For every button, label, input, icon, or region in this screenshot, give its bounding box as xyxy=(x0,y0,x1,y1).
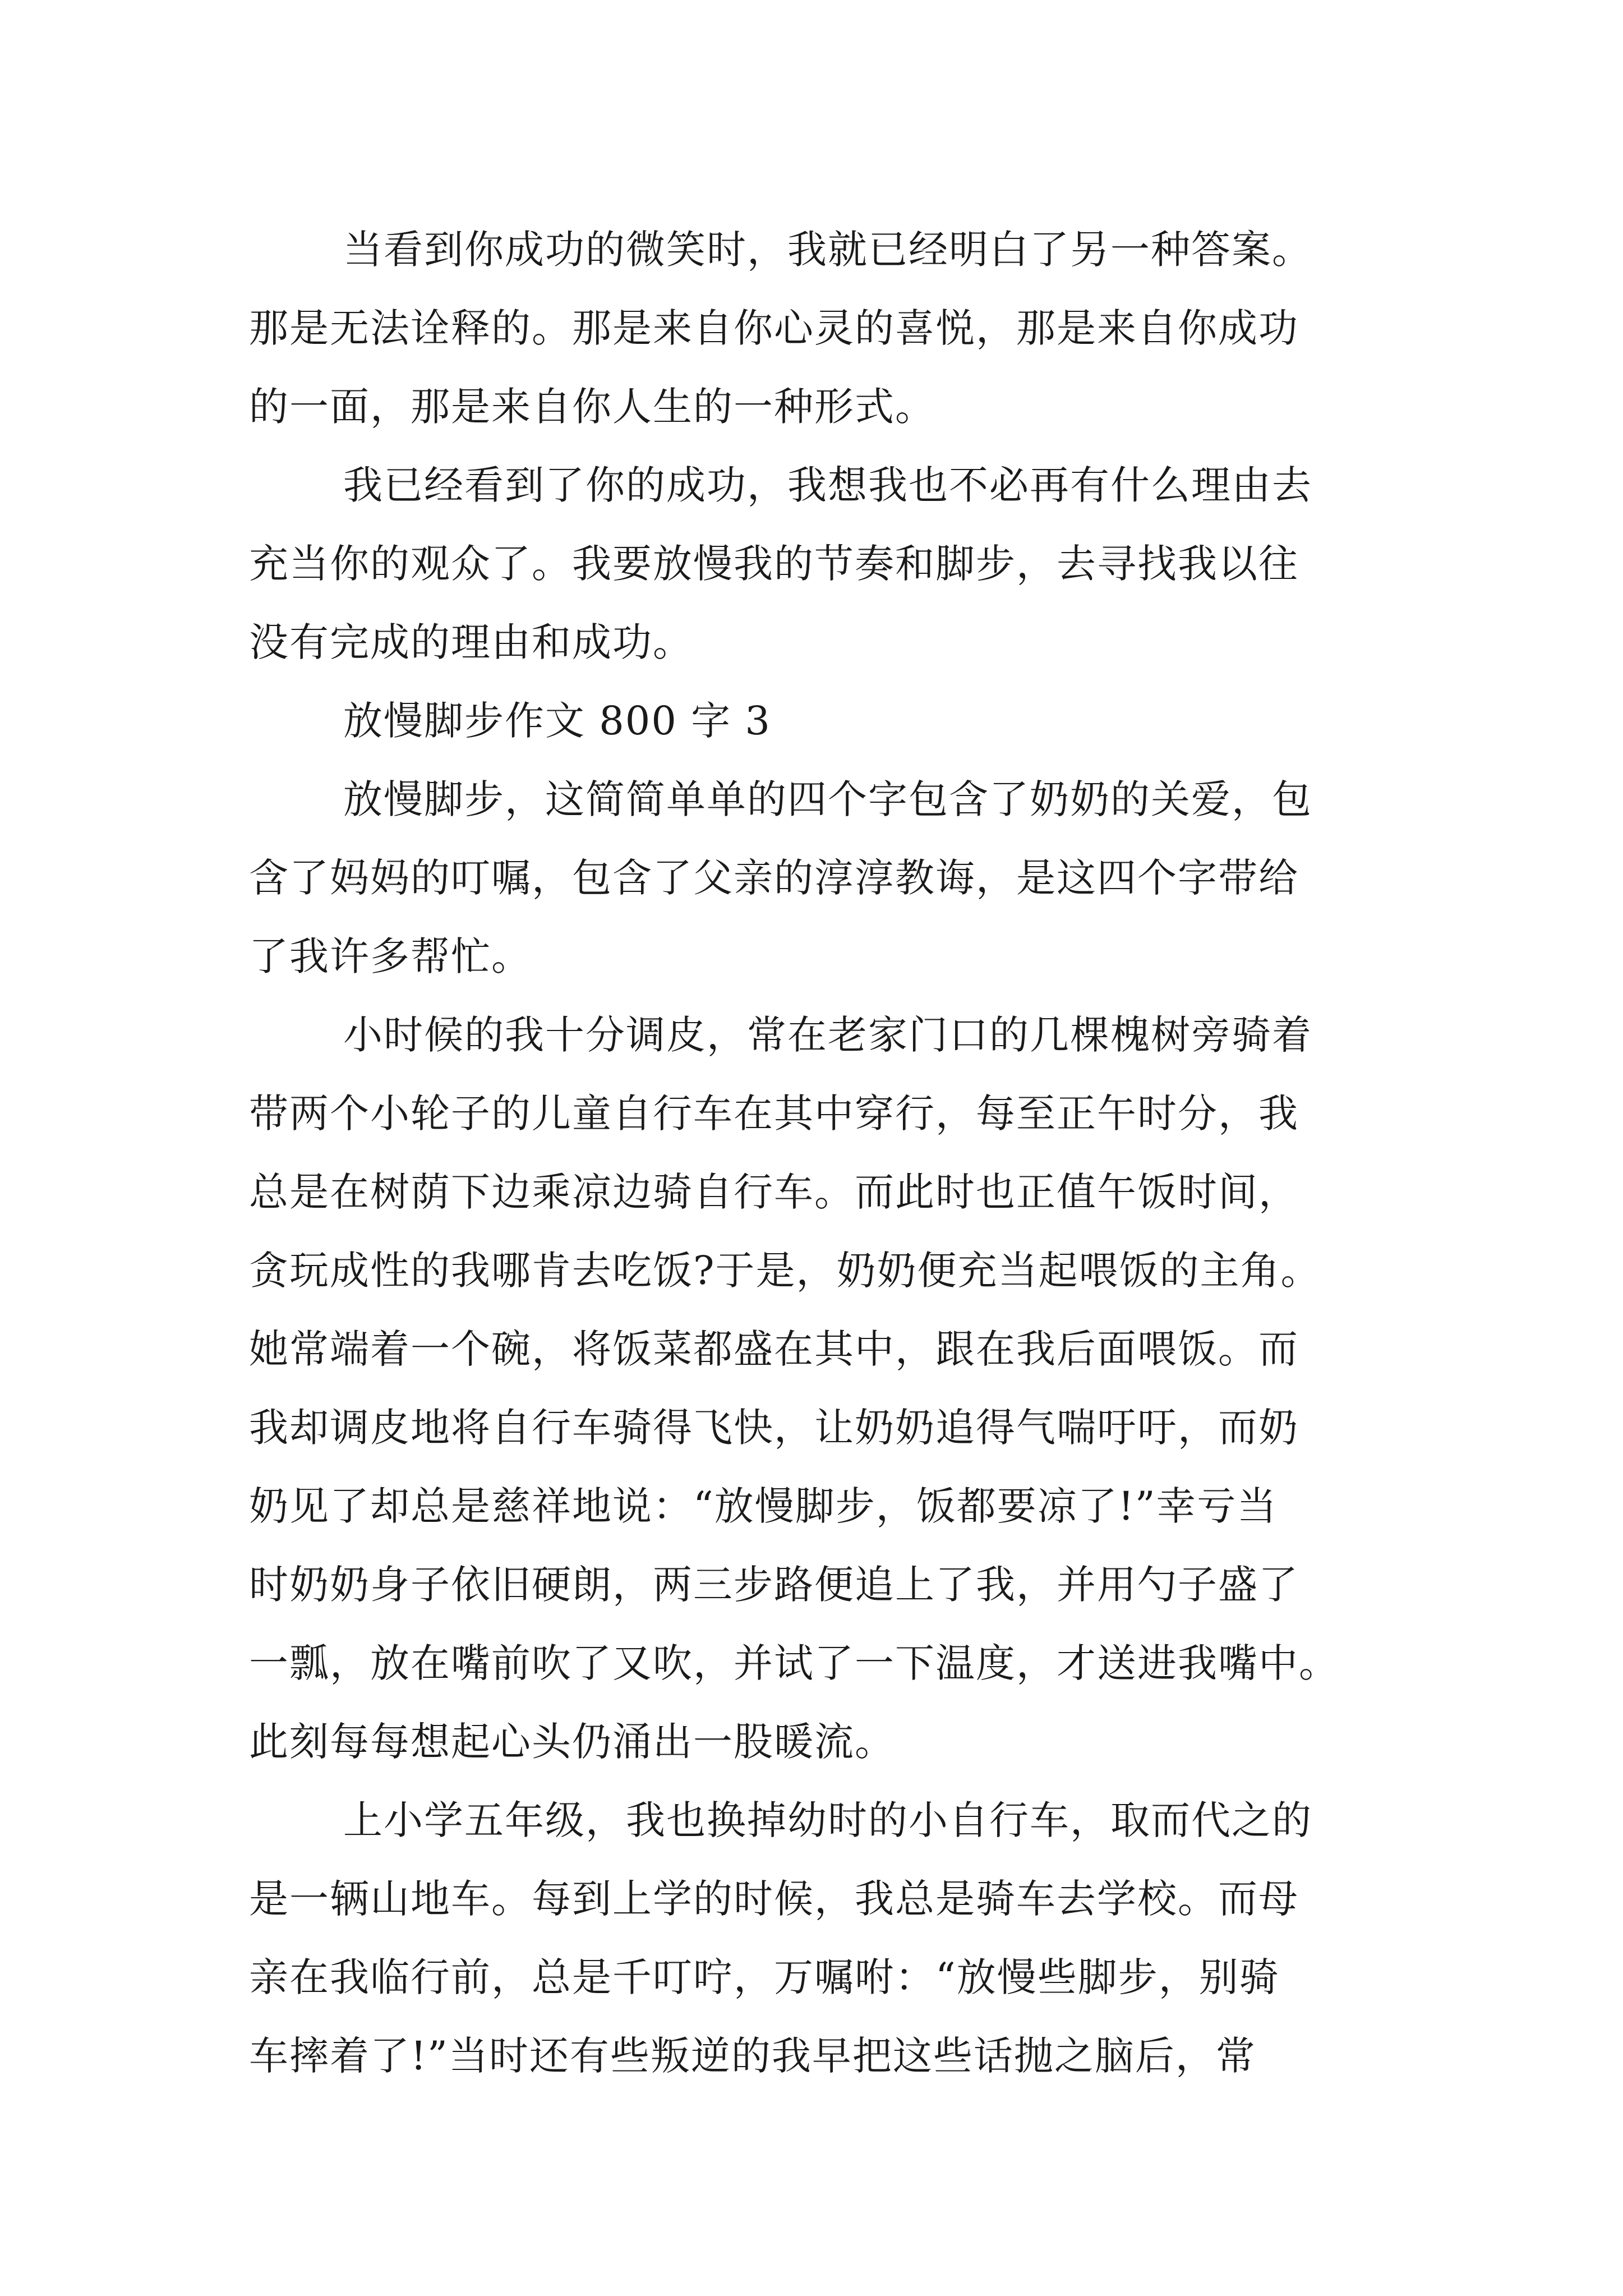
text-line: 是一辆山地车。每到上学的时候，我总是骑车去学校。而母 xyxy=(249,1876,1299,1922)
paragraph-4 xyxy=(249,996,1376,1781)
text-line: 的一面，那是来自你人生的一种形式。 xyxy=(249,384,935,430)
text-line: 含了妈妈的叮嘱，包含了父亲的淳淳教诲，是这四个字带给 xyxy=(249,855,1299,901)
text-line: 一瓢，放在嘴前吹了又吹，并试了一下温度，才送进我嘴中。 xyxy=(249,1640,1339,1686)
section-heading: 放慢脚步作文 800 字 3 xyxy=(343,698,771,744)
text-line: 我已经看到了你的成功，我想我也不必再有什么理由去 xyxy=(343,462,1312,508)
text-line: 她常端着一个碗，将饭菜都盛在其中，跟在我后面喂饭。而 xyxy=(249,1326,1299,1372)
document-body xyxy=(249,210,1376,2095)
text-line: 没有完成的理由和成功。 xyxy=(249,619,693,665)
text-line: 此刻每每想起心头仍涌出一股暖流。 xyxy=(249,1719,895,1765)
text-line: 奶见了却总是慈祥地说：“放慢脚步，饭都要凉了!”幸亏当 xyxy=(249,1483,1278,1529)
paragraph-1 xyxy=(249,210,1376,446)
text-line: 了我许多帮忙。 xyxy=(249,933,532,979)
paragraph-5 xyxy=(249,1781,1376,2095)
text-line: 带两个小轮子的儿童自行车在其中穿行，每至正午时分，我 xyxy=(249,1091,1299,1137)
text-line: 总是在树荫下边乘凉边骑自行车。而此时也正值午饭时间， xyxy=(249,1169,1299,1215)
paragraph-3 xyxy=(249,760,1376,996)
text-line: 那是无法诠释的。那是来自你心灵的喜悦，那是来自你成功 xyxy=(249,305,1299,351)
text-line: 当看到你成功的微笑时，我就已经明白了另一种答案。 xyxy=(343,227,1312,273)
text-line: 亲在我临行前，总是千叮咛，万嘱咐：“放慢些脚步，别骑 xyxy=(249,1954,1280,2000)
text-line: 我却调皮地将自行车骑得飞快，让奶奶追得气喘吁吁，而奶 xyxy=(249,1405,1299,1451)
text-line: 小时候的我十分调皮，常在老家门口的几棵槐树旁骑着 xyxy=(343,1012,1312,1058)
text-line: 上小学五年级，我也换掉幼时的小自行车，取而代之的 xyxy=(343,1797,1312,1843)
text-line: 时奶奶身子依旧硬朗，两三步路便追上了我，并用勺子盛了 xyxy=(249,1562,1299,1608)
paragraph-2 xyxy=(249,446,1376,682)
text-line: 放慢脚步，这简简单单的四个字包含了奶奶的关爱，包 xyxy=(343,776,1312,822)
text-line: 贪玩成性的我哪肯去吃饭?于是，奶奶便充当起喂饭的主角。 xyxy=(249,1248,1321,1294)
text-line: 充当你的观众了。我要放慢我的节奏和脚步，去寻找我以往 xyxy=(249,541,1299,587)
text-line: 车摔着了!”当时还有些叛逆的我早把这些话抛之脑后，常 xyxy=(249,2033,1256,2079)
